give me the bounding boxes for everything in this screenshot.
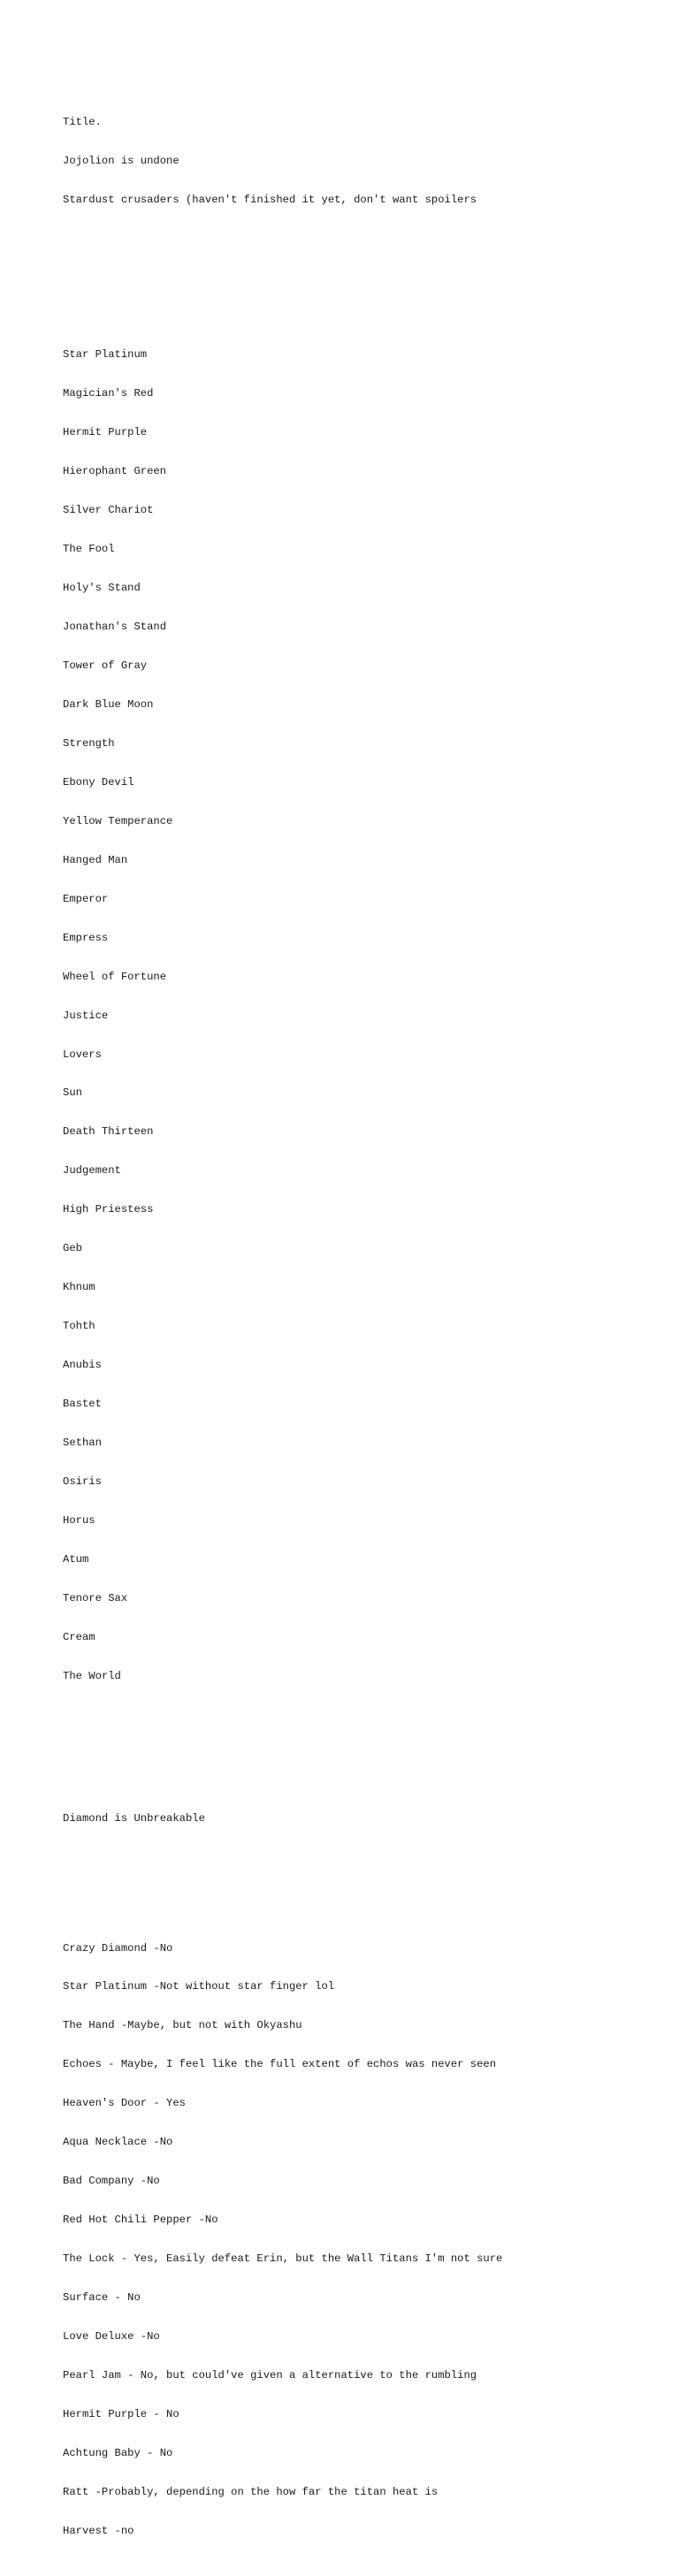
list-item: Star Platinum [63, 348, 148, 362]
list-item: Death Thirteen [63, 1125, 154, 1139]
list-item: Magician's Red [63, 387, 154, 400]
list-item: Ebony Devil [63, 775, 134, 789]
list-item: Osiris [63, 1475, 102, 1489]
list-item: Jonathan's Stand [63, 621, 167, 634]
list-item: Hermit Purple - No [63, 2407, 179, 2420]
list-item: Empress [63, 931, 109, 944]
list-item: Sun [63, 1086, 82, 1100]
list-item: Ratt -Probably, depending on the how far the titan heat is [63, 2485, 439, 2498]
list-item: The World [63, 1669, 121, 1682]
list-item: High Priestess [63, 1203, 154, 1216]
list-item: Love Deluxe -No [63, 2330, 160, 2344]
list-item: Justice [63, 1009, 109, 1022]
list-item: The Lock - Yes, Easily defeat Erin, but the Wall Titans I'm not sure [63, 2252, 503, 2266]
section-heading: Diamond is Unbreakable [63, 1811, 205, 1825]
list-item: Silver Chariot [63, 504, 154, 517]
intro-jojolion-line: Jojolion is undone [63, 154, 179, 167]
list-item: Aqua Necklace -No [63, 2136, 173, 2149]
list-item: Harvest -no [63, 2524, 134, 2537]
list-item: Strength [63, 736, 115, 750]
spacer [63, 1748, 664, 1773]
list-item: Atum [63, 1552, 89, 1566]
list-item: Heaven's Door - Yes [63, 2097, 186, 2110]
list-item: Bad Company -No [63, 2175, 160, 2188]
list-item: Dark Blue Moon [63, 697, 154, 711]
list-item: Yellow Temperance [63, 814, 173, 827]
intro-title-line: Title. [63, 115, 102, 128]
intro-section [63, 89, 664, 232]
list-item: Hermit Purple [63, 426, 148, 439]
list-item: Pearl Jam - No, but could've given a alternative to the rumbling [63, 2368, 477, 2382]
list-item: Holy's Stand [63, 582, 141, 595]
list-item: Judgement [63, 1164, 121, 1177]
list-item: Tohth [63, 1320, 95, 1333]
list-item: The Hand -Maybe, but not with Okyashu [63, 2019, 302, 2032]
diamond-stand-list [63, 1916, 664, 2564]
list-item: Khnum [63, 1281, 95, 1294]
intro-stardust-line: Stardust crusaders (haven't finished it yet, don't want spoilers [63, 193, 477, 206]
list-item: Cream [63, 1630, 95, 1643]
list-item: Lovers [63, 1048, 102, 1061]
list-item: Bastet [63, 1398, 102, 1411]
document-page [63, 64, 664, 2576]
list-item: Surface - No [63, 2291, 141, 2305]
list-item: Geb [63, 1242, 82, 1255]
list-item: Echoes - Maybe, I feel like the full extent of echos was never seen [63, 2058, 497, 2071]
list-item: Emperor [63, 892, 109, 905]
list-item: Horus [63, 1513, 95, 1527]
list-item: Hanged Man [63, 853, 128, 866]
stardust-stand-list [63, 323, 664, 1709]
list-item: Red Hot Chili Pepper -No [63, 2214, 218, 2227]
list-item: Anubis [63, 1359, 102, 1372]
list-item: Crazy Diamond -No [63, 1941, 173, 1955]
list-item: The Fool [63, 543, 115, 556]
list-item: Star Platinum -Not without star finger lol [63, 1980, 335, 1993]
list-item: Tower of Gray [63, 659, 148, 672]
list-item: Tenore Sax [63, 1591, 128, 1604]
list-item: Wheel of Fortune [63, 970, 167, 983]
list-item: Sethan [63, 1437, 102, 1450]
spacer [63, 271, 664, 284]
spacer [63, 1864, 664, 1878]
list-item: Hierophant Green [63, 465, 167, 478]
list-item: Achtung Baby - No [63, 2446, 173, 2459]
